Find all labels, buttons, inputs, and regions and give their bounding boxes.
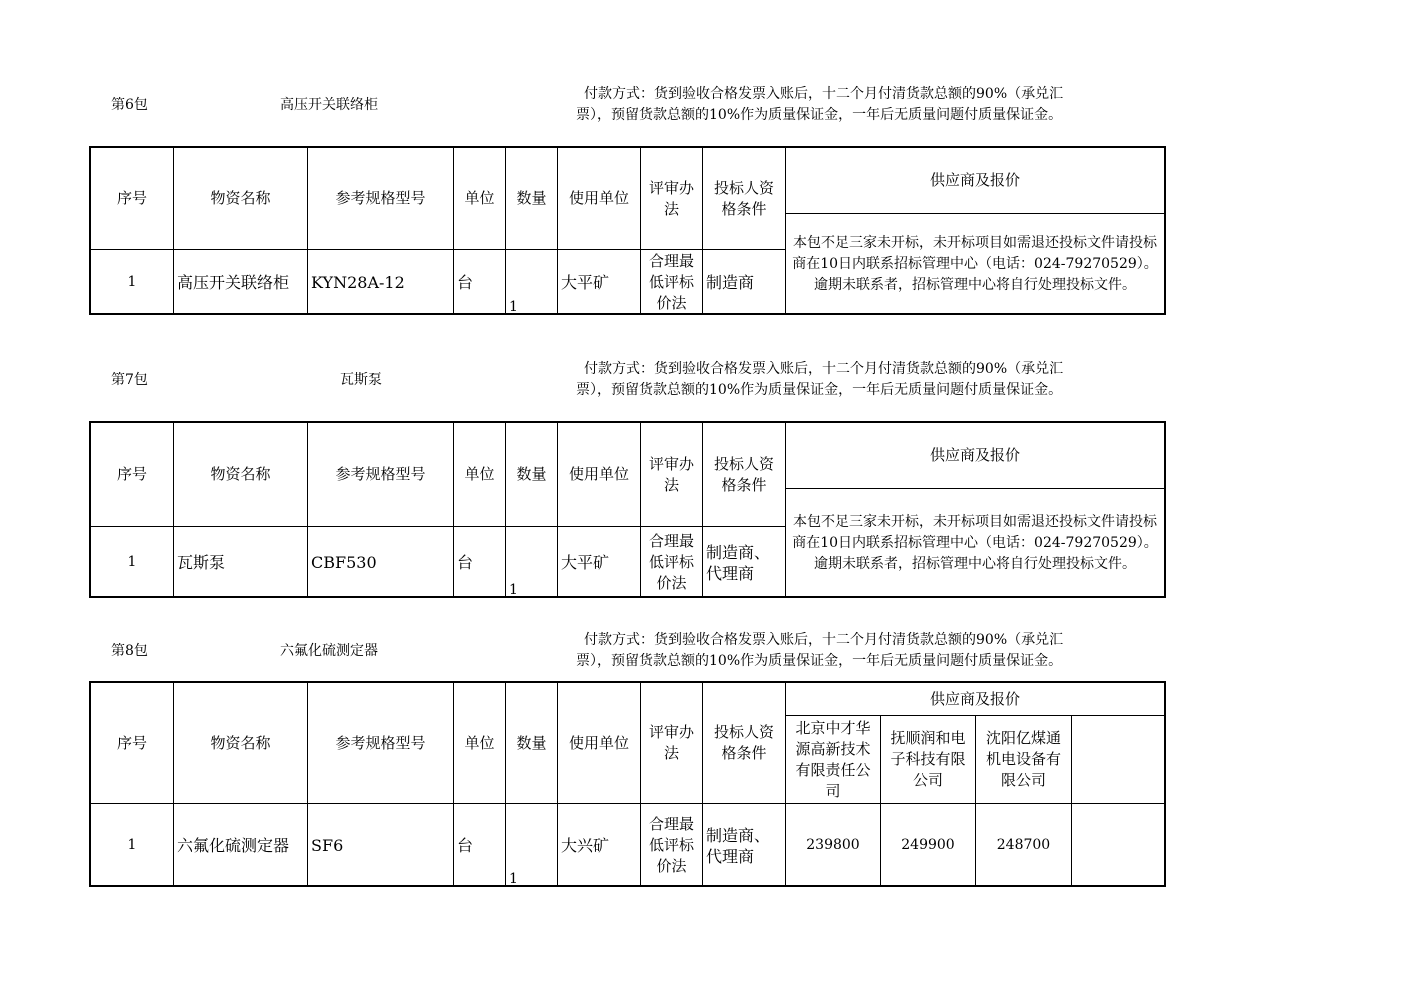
header-material: 物资名称	[174, 148, 308, 250]
header-qty: 数量	[506, 423, 558, 527]
header-seq: 序号	[91, 148, 174, 250]
header-material: 物资名称	[174, 683, 308, 804]
header-qualification: 投标人资格条件	[703, 148, 786, 250]
supplier-price-4	[1072, 804, 1164, 887]
row-user: 大兴矿	[558, 804, 641, 887]
supplier-name-2: 抚顺润和电子科技有限公司	[881, 716, 976, 804]
package-number: 第8包	[111, 643, 148, 659]
row-qualification: 制造商、代理商	[703, 804, 786, 887]
row-qualification: 制造商	[703, 250, 786, 315]
row-spec: KYN28A-12	[308, 250, 454, 315]
row-unit: 台	[454, 527, 506, 598]
header-qty: 数量	[506, 148, 558, 250]
header-unit: 单位	[454, 683, 506, 804]
supplier-price-3: 248700	[976, 804, 1072, 887]
header-supplier: 供应商及报价	[786, 423, 1164, 489]
unopened-note: 本包不足三家未开标，未开标项目如需退还投标文件请投标商在10日内联系招标管理中心（电话：024-79270529）。逾期未联系者，招标管理中心将自行处理投标文件。	[792, 235, 1158, 293]
package-number: 第6包	[111, 97, 148, 113]
header-material: 物资名称	[174, 423, 308, 527]
package-table	[89, 146, 1166, 315]
row-user: 大平矿	[558, 527, 641, 598]
row-seq: 1	[91, 527, 174, 598]
header-user: 使用单位	[558, 423, 641, 527]
row-method: 合理最低评标价法	[641, 250, 703, 315]
row-spec: SF6	[308, 804, 454, 887]
row-material: 高压开关联络柜	[174, 250, 308, 315]
header-seq: 序号	[91, 683, 174, 804]
payment-terms: 付款方式：货到验收合格发票入账后，十二个月付清货款总额的90%（承兑汇 票），预留货款总额的10%作为质量保证金，一年后无质量问题付质量保证金。	[576, 632, 1064, 669]
package-number: 第7包	[111, 372, 148, 388]
row-spec: CBF530	[308, 527, 454, 598]
payment-terms: 付款方式：货到验收合格发票入账后，十二个月付清货款总额的90%（承兑汇 票），预留货款总额的10%作为质量保证金，一年后无质量问题付质量保证金。	[576, 86, 1064, 123]
package-name: 瓦斯泵	[340, 372, 382, 388]
supplier-price-1: 239800	[786, 804, 881, 887]
row-method: 合理最低评标价法	[641, 804, 703, 887]
header-seq: 序号	[91, 423, 174, 527]
supplier-name-3: 沈阳亿煤通机电设备有限公司	[976, 716, 1072, 804]
row-qty: 1	[509, 582, 518, 598]
header-unit: 单位	[454, 148, 506, 250]
row-qty-cell	[506, 527, 558, 598]
header-method: 评审办法	[641, 683, 703, 804]
row-method: 合理最低评标价法	[641, 527, 703, 598]
header-user: 使用单位	[558, 148, 641, 250]
package-table	[89, 421, 1166, 598]
row-qualification: 制造商、代理商	[703, 527, 786, 598]
package-name: 高压开关联络柜	[280, 97, 378, 113]
header-user: 使用单位	[558, 683, 641, 804]
row-material: 瓦斯泵	[174, 527, 308, 598]
header-spec: 参考规格型号	[308, 423, 454, 527]
payment-terms: 付款方式：货到验收合格发票入账后，十二个月付清货款总额的90%（承兑汇 票），预留货款总额的10%作为质量保证金，一年后无质量问题付质量保证金。	[576, 361, 1064, 398]
supplier-name-4	[1072, 716, 1164, 804]
header-qty: 数量	[506, 683, 558, 804]
row-qty: 1	[509, 871, 518, 887]
row-qty-cell	[506, 804, 558, 887]
row-unit: 台	[454, 804, 506, 887]
supplier-price-2: 249900	[881, 804, 976, 887]
header-qualification: 投标人资格条件	[703, 683, 786, 804]
row-user: 大平矿	[558, 250, 641, 315]
package-name: 六氟化硫测定器	[280, 643, 378, 659]
header-method: 评审办法	[641, 148, 703, 250]
row-qty: 1	[509, 299, 518, 315]
header-supplier: 供应商及报价	[786, 683, 1164, 716]
header-supplier: 供应商及报价	[786, 148, 1164, 214]
package-table	[89, 681, 1166, 887]
row-seq: 1	[91, 804, 174, 887]
header-spec: 参考规格型号	[308, 148, 454, 250]
header-spec: 参考规格型号	[308, 683, 454, 804]
row-qty-cell	[506, 250, 558, 315]
supplier-name-1: 北京中才华源高新技术有限责任公司	[786, 716, 881, 804]
header-qualification: 投标人资格条件	[703, 423, 786, 527]
header-method: 评审办法	[641, 423, 703, 527]
row-seq: 1	[91, 250, 174, 315]
header-unit: 单位	[454, 423, 506, 527]
row-material: 六氟化硫测定器	[174, 804, 308, 887]
unopened-note: 本包不足三家未开标，未开标项目如需退还投标文件请投标商在10日内联系招标管理中心（电话：024-79270529）。逾期未联系者，招标管理中心将自行处理投标文件。	[792, 514, 1158, 572]
row-unit: 台	[454, 250, 506, 315]
